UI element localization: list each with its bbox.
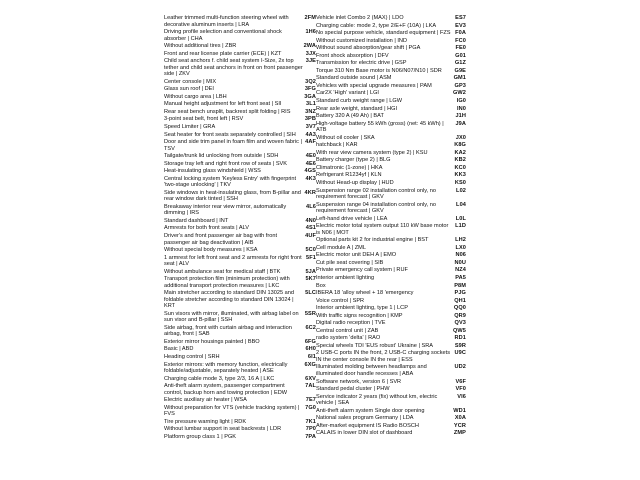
equipment-row (164, 101, 316, 108)
equipment-row (164, 168, 316, 175)
equipment-row (316, 298, 466, 305)
equipment-code: QQ0 (453, 305, 466, 312)
equipment-row (316, 45, 466, 52)
equipment-row (164, 233, 316, 246)
equipment-row (316, 290, 466, 297)
equipment-description: Voice control | SPR (316, 297, 365, 304)
equipment-row (164, 15, 316, 28)
equipment-code: 4KR (304, 189, 316, 196)
equipment-description: Tailgate/trunk lid unlocking from outside | SDH (164, 153, 279, 160)
equipment-description: Storage tray left and right front row of seats | SVK (164, 160, 288, 167)
equipment-code: 5F1 (306, 254, 316, 261)
equipment-row (316, 320, 466, 327)
equipment-description: Anti-theft alarm system Single door opening (316, 407, 425, 414)
equipment-row (316, 180, 466, 187)
equipment-code: 3JE (305, 58, 316, 65)
equipment-code: 2WA (303, 43, 316, 50)
equipment-description: Anti-theft alarm system, passenger compartment control, backup horn and towing protection | EDW (164, 383, 288, 396)
equipment-description: IBERA 18 'alloy wheel + 18 'emergency (316, 290, 414, 297)
equipment-code: N06 (455, 252, 466, 259)
equipment-row (316, 364, 466, 377)
equipment-description: Armrests for both front seats | ALV (164, 225, 249, 232)
equipment-code: 7K1 (305, 418, 316, 425)
equipment-code: 7G0 (305, 404, 316, 411)
equipment-description: Side airbag, front with curtain airbag and interaction airbag, front | SAB (164, 324, 292, 338)
equipment-code: UD2 (454, 364, 466, 371)
equipment-row (316, 252, 466, 259)
equipment-code: PJG (454, 290, 466, 297)
equipment-row (164, 116, 316, 123)
equipment-description: Refrigerant R1234yf | KLN (316, 172, 382, 179)
equipment-code: 6I1 (307, 354, 316, 360)
equipment-code: GP3 (454, 82, 466, 89)
equipment-description: Vehicles with special upgrade measures | PAM (316, 82, 432, 89)
equipment-code: GM1 (453, 75, 466, 82)
equipment-description: Leather trimmed multi-function steering wheel with decorative aluminum inserts | LRA (164, 15, 289, 28)
equipment-description: Electric motor total system output 110 kW base motor is N06 | MOT (316, 223, 449, 236)
equipment-row (316, 121, 466, 134)
equipment-row (316, 313, 466, 320)
equipment-description: Cut pile seat covering | SIB (316, 259, 384, 266)
equipment-row (164, 109, 316, 116)
equipment-row (164, 405, 316, 418)
equipment-code: PA5 (455, 274, 466, 281)
equipment-description: 2 USB-C ports IN the front, 2 USB-C charging sockets IN the center console IN the rear | ESS (316, 350, 450, 363)
equipment-code: YCR (453, 422, 466, 429)
equipment-row (164, 325, 316, 338)
equipment-code: 4N0 (305, 217, 316, 224)
equipment-description: Charging cable mode 3, type 2/3, 16 A | LKC (164, 375, 275, 382)
equipment-code: 4S1 (305, 225, 316, 232)
equipment-description: Digital radio reception | TVE (316, 320, 386, 327)
equipment-code: WD1 (453, 407, 466, 414)
equipment-description: Without additional tires | ZBR (164, 43, 237, 50)
equipment-description: Illuminated molding between headlamps and illuminated door handle recesses | ABA (316, 364, 427, 377)
equipment-row (316, 165, 466, 172)
equipment-description: Exterior mirrors: with memory function, electrically foldable/adjustable, separately heated | ASE (164, 361, 288, 375)
equipment-row (164, 397, 316, 404)
equipment-row (164, 383, 316, 396)
equipment-code: QW5 (452, 327, 466, 334)
equipment-code: 5SR (304, 310, 316, 317)
equipment-code: GW2 (452, 90, 466, 97)
equipment-code: 6H0 (305, 346, 316, 353)
equipment-row (164, 354, 316, 361)
equipment-description: Breakaway interior rear view mirror, automatically dimming | IRS (164, 203, 287, 217)
equipment-code: JX0 (455, 134, 466, 141)
equipment-description: No special purpose vehicle, standard equipment | FZS (316, 30, 451, 37)
equipment-row (316, 223, 466, 236)
equipment-row (164, 362, 316, 375)
equipment-code: 4UF (305, 233, 316, 240)
equipment-description: Driving profile selection and conventional shock absorber | CHA (164, 29, 282, 42)
equipment-code: P8M (454, 282, 466, 289)
equipment-row (164, 58, 316, 78)
equipment-description: Box (316, 282, 326, 289)
equipment-description: radio system 'delta' | RAO (316, 335, 381, 342)
equipment-description: Center console | MIX (164, 78, 217, 85)
equipment-code: V6F (455, 378, 466, 385)
equipment-description: Left-hand drive vehicle | LEA (316, 215, 388, 222)
equipment-row (316, 328, 466, 335)
equipment-description: Without customized installation | IND (316, 37, 407, 44)
equipment-description: Cell module A | ZML (316, 244, 366, 251)
equipment-row (316, 350, 466, 363)
equipment-code: LX0 (455, 244, 466, 251)
equipment-row (316, 275, 466, 282)
equipment-row (316, 98, 466, 105)
equipment-description: Speed Limiter | GRA (164, 124, 216, 131)
equipment-description: Electric auxiliary air heater | WSA (164, 397, 247, 404)
equipment-description: Heading control | SRH (164, 354, 220, 360)
equipment-row (164, 225, 316, 232)
equipment-code: F0A (455, 30, 466, 37)
equipment-row (316, 30, 466, 37)
equipment-row (164, 434, 316, 441)
equipment-row (316, 343, 466, 350)
equipment-code: X0A (454, 415, 466, 422)
equipment-code: 4E0 (305, 153, 316, 160)
equipment-code: VI6 (457, 393, 466, 400)
equipment-code: KA2 (454, 149, 466, 156)
equipment-code: N0U (454, 259, 466, 266)
equipment-description: Without Head-up display | HUD (316, 179, 394, 186)
equipment-row (164, 204, 316, 217)
equipment-description: Child seat anchors f. child seat system I-Size, 2x top tether and child seat anchors in front on front passenger side | ZKV (164, 58, 303, 78)
equipment-description: hatchback | KAR (316, 142, 358, 149)
equipment-description: Rear axle weight, standard | HGI (316, 105, 398, 112)
equipment-code: 3PB (304, 116, 316, 123)
equipment-code: 7PA (305, 433, 316, 440)
equipment-code: ZMP (453, 430, 466, 437)
equipment-description: Without sound absorption/gear shift | PGA (316, 45, 421, 52)
equipment-description: Standard curb weight range | LGW (316, 98, 403, 105)
equipment-description: With traffic signs recognition | KMP (316, 312, 403, 319)
equipment-description: Suspension range 02 installation control only, no requirement forecast | GKV (316, 187, 436, 201)
equipment-code: G9E (454, 67, 466, 74)
equipment-row (316, 202, 466, 215)
equipment-code: 3V7 (305, 124, 316, 131)
equipment-code: 3NZ (305, 108, 316, 115)
equipment-code: KB2 (454, 157, 466, 164)
equipment-code: ES7 (455, 15, 466, 21)
equipment-description: Special wheels TDI 'EUS robust' Ukraine | SRA (316, 342, 433, 349)
equipment-code: LH2 (455, 237, 466, 244)
equipment-row (164, 376, 316, 383)
equipment-code: 4E6 (305, 160, 316, 167)
equipment-code: QR9 (454, 312, 466, 319)
equipment-description: Software network, version 6 | SVR (316, 378, 402, 385)
equipment-description: Battery charger (type 2) | BLG (316, 157, 391, 164)
equipment-row (164, 86, 316, 93)
equipment-code: G01 (455, 52, 466, 59)
equipment-code: QV3 (454, 320, 466, 327)
equipment-description: Front and rear license plate carrier (ECE) | KZT (164, 50, 282, 57)
equipment-code: 5JA (305, 268, 316, 275)
equipment-code: 3L1 (306, 101, 316, 108)
equipment-code: 4A3 (305, 131, 316, 138)
equipment-code: L04 (456, 201, 466, 208)
equipment-row (164, 29, 316, 42)
equipment-code: J1H (455, 113, 466, 120)
equipment-code: L02 (456, 187, 466, 194)
equipment-description: National sales program Germany | LDA (316, 415, 414, 422)
equipment-row (316, 216, 466, 223)
equipment-row (316, 267, 466, 274)
equipment-row (164, 276, 316, 289)
equipment-row (164, 153, 316, 160)
equipment-code: 3JX (305, 50, 316, 57)
equipment-code: IG0 (456, 98, 466, 105)
equipment-description: Heat-insulating glass windshield | WSS (164, 168, 261, 175)
equipment-row (316, 68, 466, 75)
equipment-code: 5LC (305, 290, 316, 297)
equipment-row (316, 15, 466, 22)
equipment-code: 4K3 (305, 175, 316, 182)
equipment-code: QH1 (454, 297, 466, 304)
equipment-row (164, 132, 316, 139)
equipment-code: 4AF (305, 139, 316, 146)
equipment-description: Rear seat bench unsplit, backrest split folding | RIS (164, 108, 291, 115)
equipment-code: L1D (455, 223, 466, 230)
equipment-row (164, 79, 316, 86)
equipment-row (316, 38, 466, 45)
equipment-row (316, 394, 466, 407)
equipment-row (316, 415, 466, 422)
equipment-row (164, 311, 316, 324)
equipment-description: Transmission for electric drive | GSP (316, 60, 407, 67)
equipment-row (164, 426, 316, 433)
equipment-description: Without ambulance seat for medical staff | BTK (164, 268, 281, 275)
equipment-description: Service indicator 2 years (fix) without km, electric vehicle | SEA (316, 393, 438, 407)
equipment-code: 6XG (304, 361, 316, 368)
equipment-description: Platform group class 1 | PGK (164, 433, 237, 440)
equipment-row (316, 305, 466, 312)
equipment-code: RD1 (454, 335, 466, 342)
equipment-description: High-voltage battery 55 kWh (gross) (net: 45 kWh) | ATB (316, 120, 444, 134)
equipment-description: Manual height adjustment for left front seat | SII (164, 101, 282, 108)
equipment-row (316, 157, 466, 164)
equipment-description: Glass sun roof | DEI (164, 86, 214, 93)
equipment-row (316, 283, 466, 290)
equipment-row (164, 339, 316, 346)
equipment-description: Transport protection film (minimum protection) with additional transport protection measures | LKC (164, 276, 290, 289)
equipment-description: Optional parts kit 2 for industrial engine | BST (316, 237, 429, 244)
equipment-code: 6C2 (305, 324, 316, 331)
equipment-row (316, 142, 466, 149)
equipment-row (316, 408, 466, 415)
equipment-code: 6FG (304, 338, 316, 345)
equipment-row (164, 51, 316, 58)
equipment-row (316, 430, 466, 437)
equipment-code: L0L (455, 215, 466, 222)
equipment-code: 5K7 (305, 276, 316, 283)
equipment-description: Interior ambient lighting, type 1 | LCP (316, 305, 408, 312)
equipment-description: Interior ambient lighting (316, 274, 375, 281)
equipment-description: Basic | ABD (164, 346, 194, 353)
equipment-row (316, 188, 466, 201)
equipment-description: Side windows in heat-insulating glass, from B-pillar and rear window dark tinted | SSH (164, 189, 301, 203)
equipment-description: Private emergency call system | RUF (316, 267, 408, 274)
equipment-code: IN0 (456, 105, 466, 112)
equipment-row (316, 245, 466, 252)
equipment-code: 3GA (304, 93, 316, 100)
equipment-description: Climatronic (1-zone) | HKA (316, 164, 383, 171)
equipment-description: Tire pressure warning light | RDK (164, 418, 247, 425)
equipment-row (164, 269, 316, 276)
equipment-row (164, 43, 316, 50)
equipment-description: Standard pedal cluster | PHW (316, 386, 390, 393)
equipment-description: Car2X 'High' variant | LGI (316, 90, 379, 97)
equipment-row (316, 260, 466, 267)
equipment-code: KS0 (454, 179, 466, 186)
equipment-code: 4L6 (306, 203, 316, 210)
equipment-code: 1H6 (305, 29, 316, 36)
equipment-column-right (316, 15, 466, 438)
equipment-code: 7P0 (305, 426, 316, 433)
equipment-description: Door and side trim panel in foam film and woven fabric | TSV (164, 139, 302, 152)
equipment-description: CALAIS in lower DIN slot of dashboard (316, 430, 413, 437)
equipment-row (316, 150, 466, 157)
equipment-code: K8G (454, 142, 466, 149)
equipment-code: FE0 (455, 45, 466, 52)
equipment-description: After-market equipment IS Radio BOSCH (316, 422, 419, 429)
equipment-column-left (164, 15, 316, 441)
equipment-description: Without preparation for VTS (vehicle tracking system) | FVS (164, 404, 300, 418)
equipment-code: KK3 (454, 172, 466, 179)
equipment-row (316, 23, 466, 30)
equipment-row (316, 113, 466, 120)
equipment-description: Without lumbar support in seat backrests | LDR (164, 426, 282, 433)
equipment-row (316, 106, 466, 113)
equipment-row (164, 419, 316, 426)
equipment-description: 3-point seat belt, front left | RSV (164, 116, 244, 123)
equipment-row (164, 176, 316, 189)
equipment-description: Front shock absorption | DFV (316, 52, 389, 59)
equipment-description: Battery 320 A (49 Ah) | BAT (316, 113, 384, 120)
equipment-description: Central control unit | ZAB (316, 327, 379, 334)
equipment-row (316, 53, 466, 60)
equipment-row (316, 379, 466, 386)
equipment-row (316, 90, 466, 97)
equipment-code: 2FM (304, 15, 316, 21)
equipment-row (164, 124, 316, 131)
equipment-description: Standard outside sound | ASM (316, 75, 392, 82)
equipment-row (316, 135, 466, 142)
equipment-row (164, 190, 316, 203)
equipment-code: 5C0 (305, 247, 316, 254)
equipment-description: Driver's and front passenger air bag with front passenger air bag deactivation | AIB (164, 233, 277, 246)
equipment-description: Without special body measures | KSA (164, 247, 258, 254)
equipment-description: Suspension range 04 installation control only, no requirement forecast | GKV (316, 201, 436, 215)
equipment-description: Vehicle inlet Combo 2 (MAX) | LDO (316, 15, 404, 21)
equipment-row (164, 218, 316, 225)
equipment-description: Charging cable: mode 2, type 2/E+F (10A) | LKA (316, 22, 437, 29)
equipment-row (164, 94, 316, 101)
equipment-description: 1 armrest for left front seat and 2 armrests for right front seat | ALV (164, 254, 302, 268)
equipment-row (164, 247, 316, 254)
equipment-row (316, 335, 466, 342)
equipment-description: Central locking system 'Keyless Entry' with fingerprint 'two-stage unlocking' | TKV (164, 175, 297, 189)
equipment-row (164, 139, 316, 152)
equipment-code: VF0 (455, 386, 466, 393)
equipment-code: NZ4 (455, 267, 466, 274)
equipment-row (164, 290, 316, 310)
equipment-code: FC0 (455, 37, 466, 44)
equipment-row (316, 172, 466, 179)
equipment-description: Without oil cooler | SKA (316, 134, 375, 141)
equipment-description: Electric motor unit DEH A | EMO (316, 252, 397, 259)
equipment-code: 3FG (304, 86, 316, 93)
equipment-description: With rear view camera system (type 2) | KSU (316, 149, 428, 156)
equipment-description: Seat heater for front seats separately controlled | SIH (164, 131, 296, 138)
equipment-code: 3Q2 (305, 78, 316, 85)
equipment-code: J9A (455, 120, 466, 127)
equipment-description: Standard dashboard | INT (164, 217, 229, 224)
equipment-code: S9R (454, 342, 466, 349)
equipment-description: Exterior mirror housings painted | BBO (164, 338, 260, 345)
equipment-row (316, 386, 466, 393)
equipment-code: 4GS (304, 168, 316, 175)
equipment-row (316, 83, 466, 90)
equipment-code: U9C (454, 350, 466, 357)
equipment-description: Without cargo area | LBH (164, 93, 227, 100)
equipment-row (164, 255, 316, 268)
equipment-row (316, 75, 466, 82)
equipment-code: 7AL (305, 383, 316, 390)
equipment-description: Main stretcher according to standard DIN 13025 and foldable stretcher according to standard DIN 13024 | KRT (164, 290, 294, 310)
equipment-row (316, 423, 466, 430)
equipment-code: 7E7 (305, 397, 316, 404)
equipment-code: KC0 (454, 164, 466, 171)
equipment-row (164, 346, 316, 353)
equipment-description: Sun visors with mirror, illuminated, with airbag label on sun visor and B-pillar | SSH (164, 310, 299, 324)
equipment-code: G1Z (454, 60, 466, 67)
equipment-code: EV3 (455, 22, 466, 29)
equipment-description: Torque 310 Nm Base motor is N06/N07/N10 | SDR (316, 67, 442, 74)
equipment-row (316, 60, 466, 67)
equipment-row (316, 237, 466, 244)
equipment-code: 6XV (305, 375, 316, 382)
equipment-row (164, 161, 316, 168)
